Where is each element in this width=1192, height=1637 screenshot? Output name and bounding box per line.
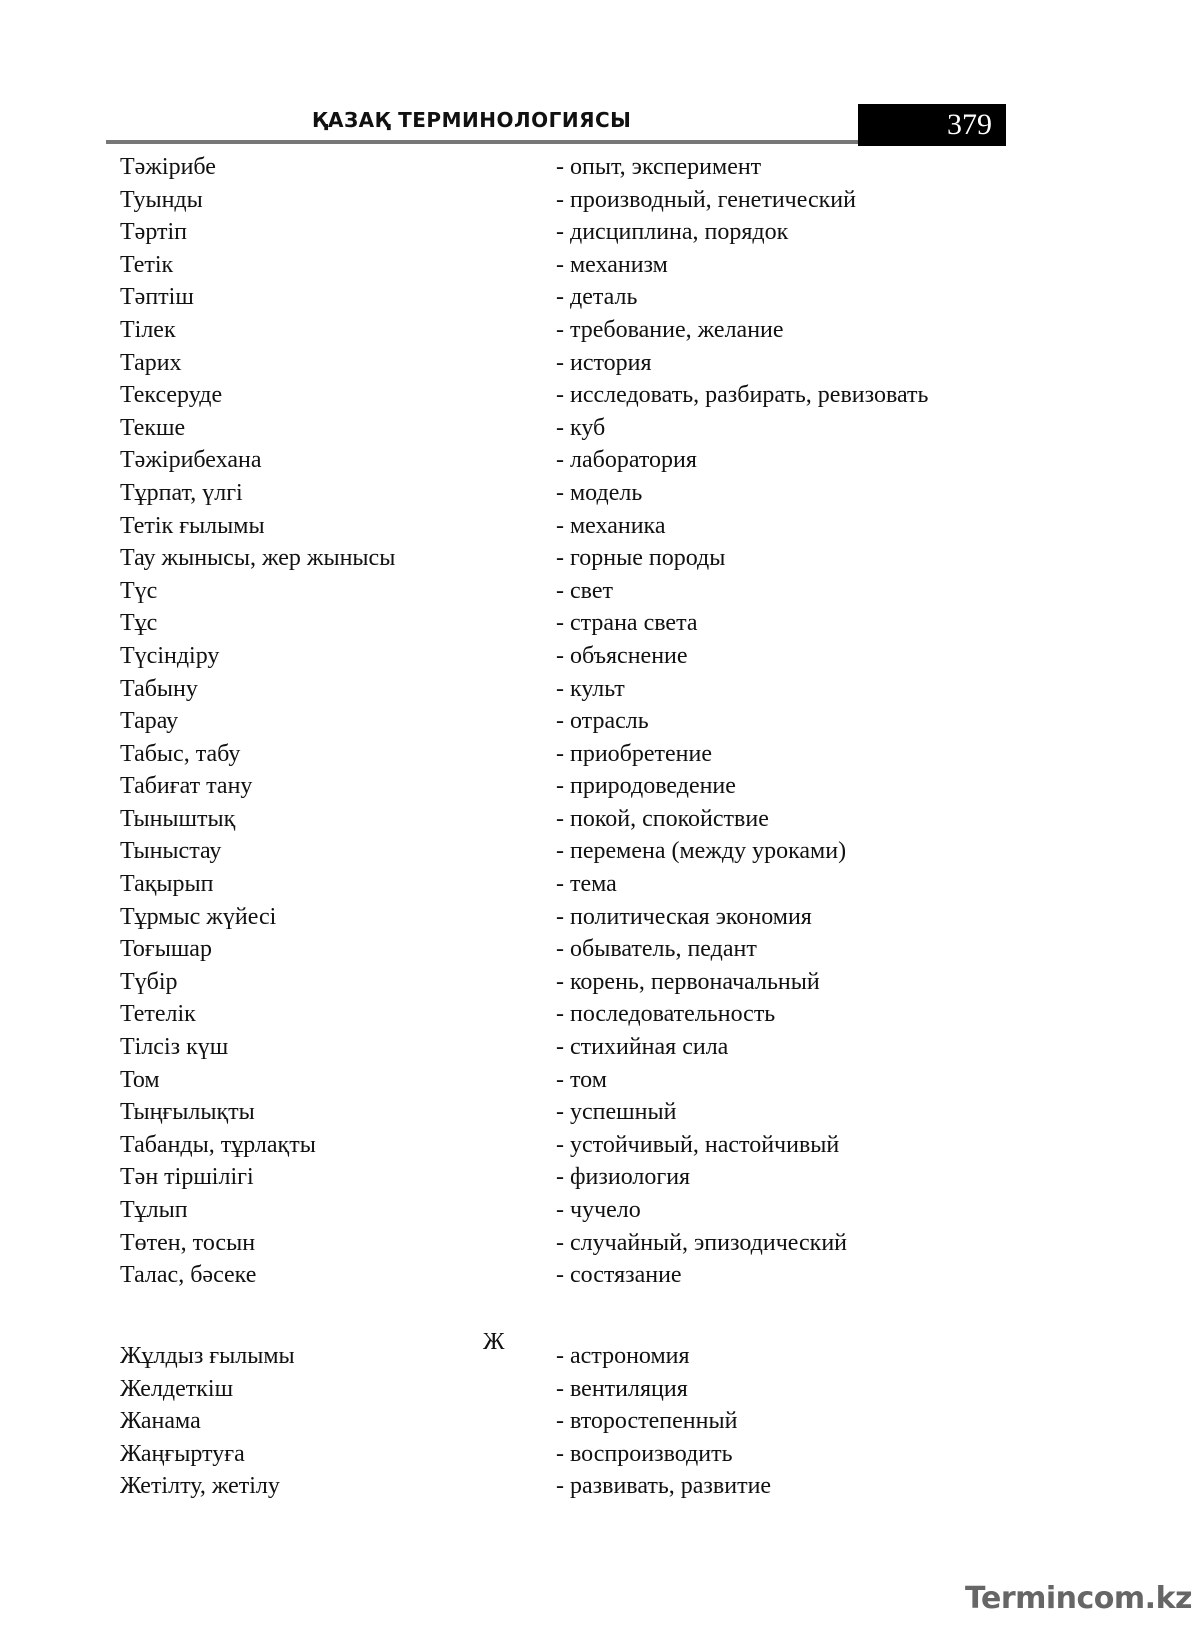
russian-translation: - требование, желание [556,316,784,343]
glossary-entry [120,1340,1000,1373]
kazakh-term: Түсіндіру [120,642,220,669]
glossary-entry [120,1438,1000,1471]
glossary-section-t [120,151,1000,1292]
kazakh-term: Тақырып [120,871,214,898]
kazakh-term: Тоғышар [120,936,212,963]
kazakh-term: Жанама [120,1408,201,1435]
glossary-entry [120,1194,1000,1227]
kazakh-term: Тетелік [120,1001,196,1028]
russian-translation: - развивать, развитие [556,1473,772,1500]
glossary-entry [120,998,1000,1031]
kazakh-term: Тыныштық [120,805,236,832]
glossary-entry [120,412,1000,445]
russian-translation: - объяснение [556,642,688,669]
glossary-entry [120,542,1000,575]
kazakh-term: Табыну [120,675,198,702]
kazakh-term: Желдеткіш [120,1375,234,1402]
russian-translation: - обыватель, педант [556,936,757,963]
glossary-entry [120,1161,1000,1194]
kazakh-term: Табыс, табу [120,740,241,767]
russian-translation: - производный, генетический [556,186,856,213]
kazakh-term: Тілек [120,316,176,343]
glossary-entry [120,379,1000,412]
kazakh-term: Түбір [120,968,178,995]
kazakh-term: Тексеруде [120,382,223,409]
russian-translation: - второстепенный [556,1408,738,1435]
glossary-entry [120,314,1000,347]
glossary-entry [120,575,1000,608]
russian-translation: - приобретение [556,740,713,767]
glossary-entry [120,1373,1000,1406]
kazakh-term: Тетік [120,251,174,278]
kazakh-term: Тұлып [120,1197,188,1223]
section-letter-heading: Ж [483,1329,505,1355]
russian-translation: - перемена (между уроками) [556,838,847,865]
page-header [106,104,1006,146]
russian-translation: - вентиляция [556,1375,688,1402]
russian-translation: - отрасль [556,708,649,735]
kazakh-term: Тыңғылықты [120,1099,255,1126]
kazakh-term: Тұрмыс жүйесі [120,903,277,930]
glossary-entry [120,249,1000,282]
kazakh-term: Тау жынысы, жер жынысы [120,545,396,572]
glossary-entry [120,966,1000,999]
glossary-entry [120,835,1000,868]
russian-translation: - модель [556,479,643,506]
russian-translation: - природоведение [556,773,736,800]
russian-translation: - астрономия [556,1343,690,1369]
russian-translation: - последовательность [556,1001,776,1028]
russian-translation: - механика [556,512,666,539]
glossary-entry [120,1405,1000,1438]
kazakh-term: Тәжірибе [120,154,216,180]
russian-translation: - механизм [556,251,668,278]
russian-translation: - покой, спокойствие [556,805,769,832]
glossary-entry [120,281,1000,314]
glossary-entry [120,1031,1000,1064]
kazakh-term: Тәжірибехана [120,447,262,474]
kazakh-term: Төтен, тосын [120,1229,256,1256]
russian-translation: - лаборатория [556,447,697,474]
glossary-entry [120,1227,1000,1260]
glossary-entry [120,151,1000,184]
glossary-entry [120,640,1000,673]
russian-translation: - культ [556,675,625,702]
header-rule [106,140,858,144]
glossary-entry [120,477,1000,510]
glossary-entry [120,738,1000,771]
glossary-entry [120,673,1000,706]
kazakh-term: Тетік ғылымы [120,512,265,539]
russian-translation: - дисциплина, порядок [556,219,789,246]
russian-translation: - чучело [556,1197,641,1223]
kazakh-term: Текше [120,414,186,441]
glossary-section-zh [120,1340,1000,1503]
glossary-entry [120,933,1000,966]
russian-translation: - исследовать, разбирать, ревизовать [556,382,929,409]
glossary-entry [120,901,1000,934]
russian-translation: - состязание [556,1262,682,1289]
kazakh-term: Том [120,1066,160,1093]
russian-translation: - том [556,1066,607,1093]
glossary-entry [120,770,1000,803]
russian-translation: - деталь [556,284,638,311]
kazakh-term: Тілсіз күш [120,1034,229,1061]
kazakh-term: Тарих [120,349,182,376]
site-watermark-logo [943,1575,1192,1625]
glossary-entry [120,1259,1000,1292]
kazakh-term: Жетілту, жетілу [120,1473,280,1500]
glossary-entry [120,510,1000,543]
russian-translation: - тема [556,871,617,898]
russian-translation: - куб [556,414,606,441]
russian-translation: - политическая экономия [556,903,812,930]
glossary-entry [120,1096,1000,1129]
glossary-entry [120,868,1000,901]
watermark-text: Termincom.kz [965,1581,1192,1616]
kazakh-term: Талас, бәсеке [120,1262,257,1289]
kazakh-term: Туынды [120,186,203,213]
kazakh-term: Тұрпат, үлгі [120,479,243,506]
kazakh-term: Тәптіш [120,284,194,311]
kazakh-term: Тән тіршілігі [120,1164,254,1191]
glossary-entry [120,803,1000,836]
kazakh-term: Тұс [120,610,158,637]
page-number: 379 [858,104,1006,146]
glossary-entry [120,1064,1000,1097]
running-title: ҚАЗАҚ ТЕРМИНОЛОГИЯСЫ [312,108,632,132]
kazakh-term: Жұлдыз ғылымы [120,1343,295,1369]
russian-translation: - стихийная сила [556,1034,729,1061]
kazakh-term: Табиғат тану [120,773,253,800]
russian-translation: - устойчивый, настойчивый [556,1131,840,1158]
kazakh-term: Тәртіп [120,219,187,246]
kazakh-term: Тарау [120,708,179,735]
russian-translation: - успешный [556,1099,677,1126]
russian-translation: - горные породы [556,545,726,572]
glossary-entry [120,444,1000,477]
glossary-entry [120,1470,1000,1503]
russian-translation: - физиология [556,1164,691,1191]
glossary-entry [120,184,1000,217]
russian-translation: - случайный, эпизодический [556,1229,848,1256]
russian-translation: - страна света [556,610,698,637]
russian-translation: - воспроизводить [556,1440,733,1467]
russian-translation: - корень, первоначальный [556,968,820,995]
kazakh-term: Тыныстау [120,838,222,865]
russian-translation: - история [556,349,652,376]
glossary-entry [120,216,1000,249]
glossary-entry [120,347,1000,380]
kazakh-term: Жаңғыртуға [120,1440,245,1467]
russian-translation: - опыт, эксперимент [556,154,762,180]
glossary-entry [120,607,1000,640]
glossary-entry [120,1129,1000,1162]
kazakh-term: Табанды, тұрлақты [120,1131,316,1158]
glossary-entry [120,705,1000,738]
russian-translation: - свет [556,577,613,604]
kazakh-term: Түс [120,577,158,604]
